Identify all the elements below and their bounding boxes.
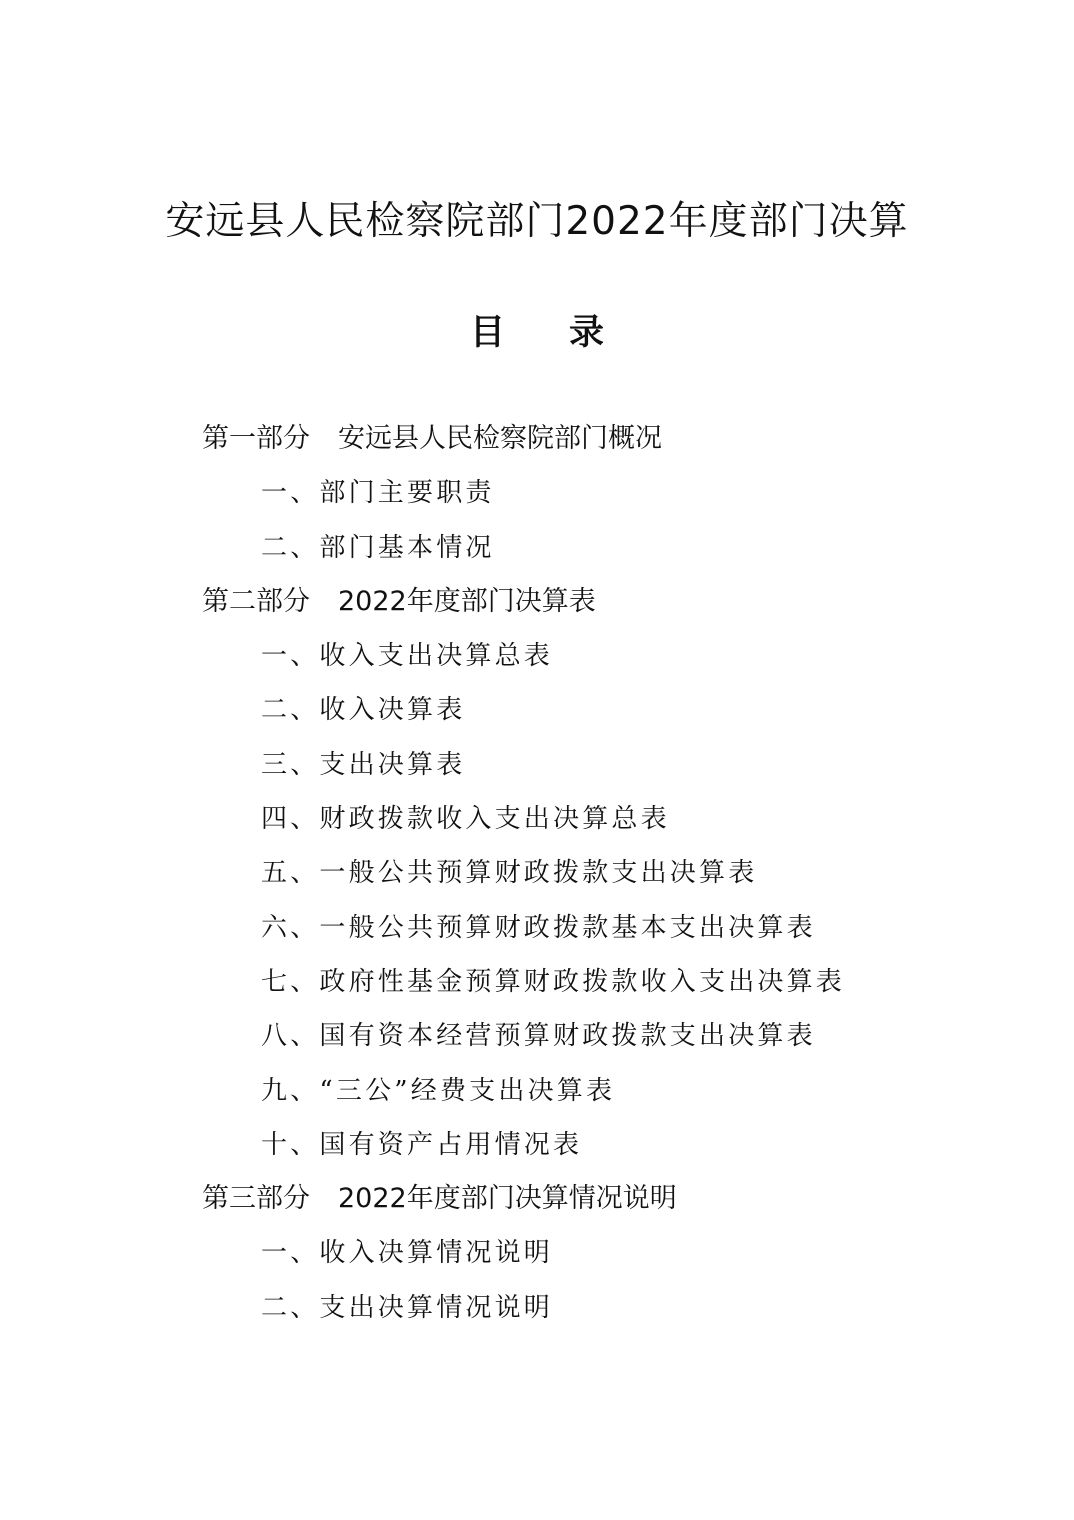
toc-part-1[interactable] xyxy=(0,412,1074,466)
toc-item[interactable]: 二、部门基本情况 xyxy=(261,532,495,563)
toc-part-3[interactable] xyxy=(0,1172,1074,1226)
toc-item[interactable]: 四、财政拨款收入支出决算总表 xyxy=(261,804,670,835)
toc-heading-char-2: 录 xyxy=(569,313,605,353)
toc-item[interactable]: 五、一般公共预算财政拨款支出决算表 xyxy=(261,858,758,889)
toc-heading-char-1: 目 xyxy=(469,313,505,353)
part-title: 2022年度部门决算情况说明 xyxy=(338,1183,677,1215)
part-label: 第三部分 xyxy=(202,1183,310,1215)
toc-part-2[interactable] xyxy=(0,575,1074,629)
toc-item[interactable]: 二、支出决算情况说明 xyxy=(261,1292,554,1323)
toc-item[interactable]: 一、收入决算情况说明 xyxy=(261,1238,554,1269)
document-title: 安远县人民检察院部门2022年度部门决算 xyxy=(165,199,909,244)
toc-item[interactable]: 九、“三公”经费支出决算表 xyxy=(261,1075,616,1106)
toc-heading xyxy=(0,305,1074,355)
part-title: 2022年度部门决算表 xyxy=(338,585,596,617)
toc-item[interactable]: 三、支出决算表 xyxy=(261,749,466,780)
part-title: 安远县人民检察院部门概况 xyxy=(338,423,662,454)
toc-item[interactable]: 一、部门主要职责 xyxy=(261,478,495,509)
part-label: 第一部分 xyxy=(202,423,310,454)
toc-item[interactable]: 十、国有资产占用情况表 xyxy=(261,1129,583,1160)
table-of-contents xyxy=(0,412,1074,1335)
part-label: 第二部分 xyxy=(202,585,310,617)
toc-item[interactable]: 六、一般公共预算财政拨款基本支出决算表 xyxy=(261,912,816,943)
toc-item[interactable]: 七、政府性基金预算财政拨款收入支出决算表 xyxy=(261,966,846,997)
toc-item[interactable]: 一、收入支出决算总表 xyxy=(261,641,554,672)
toc-item[interactable]: 八、国有资本经营预算财政拨款支出决算表 xyxy=(261,1021,816,1052)
toc-item[interactable]: 二、收入决算表 xyxy=(261,695,466,726)
